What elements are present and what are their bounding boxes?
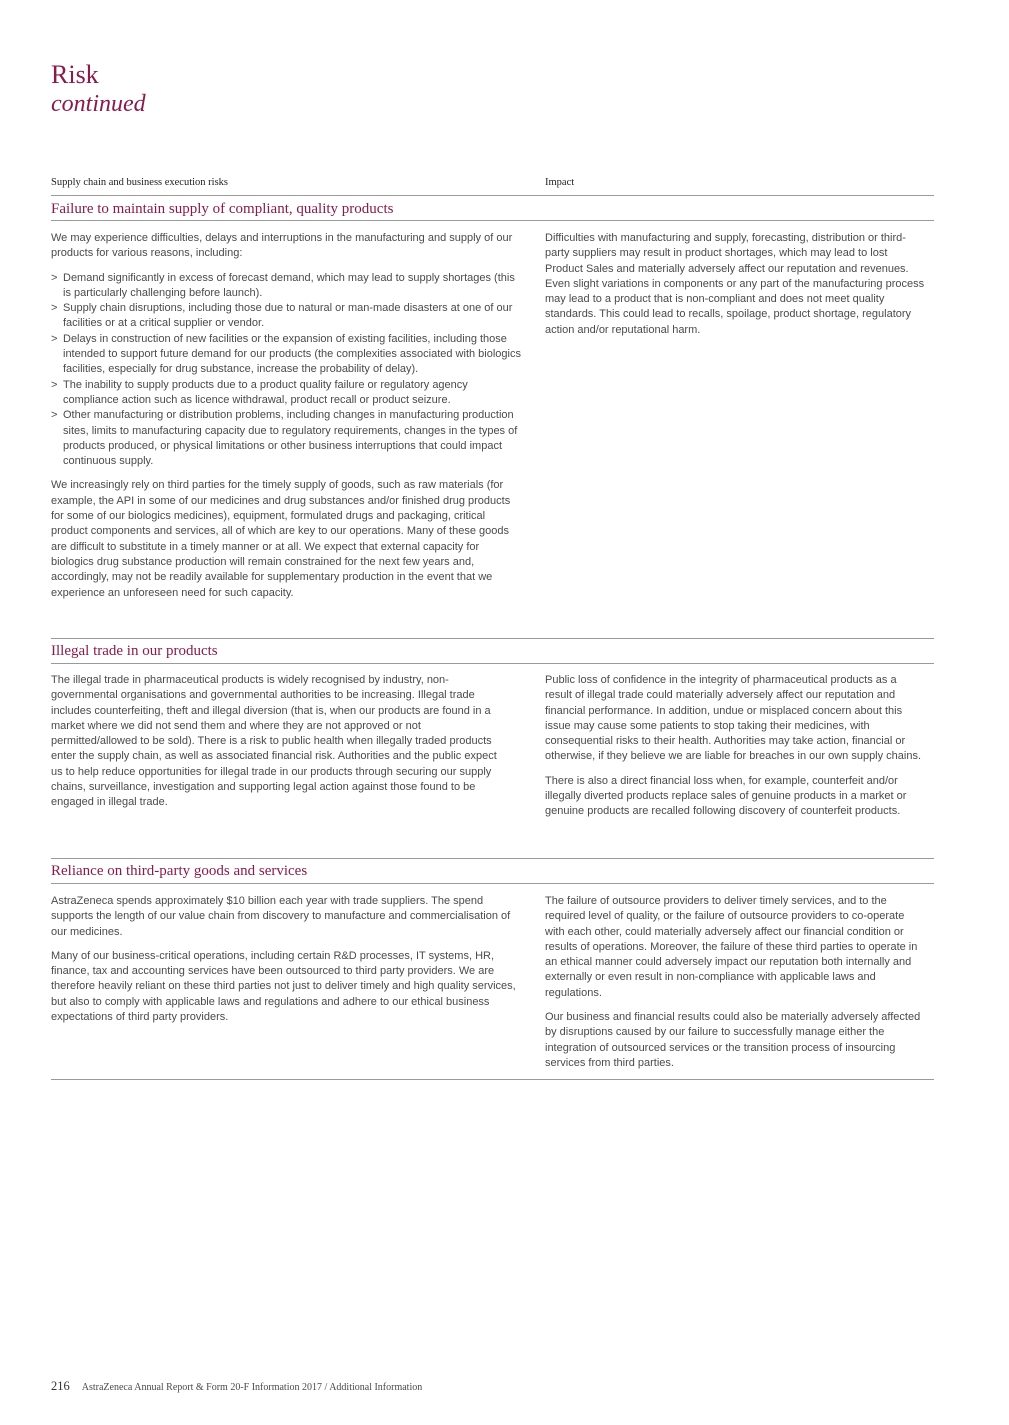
paragraph: We may experience difficulties, delays and interruptions in the manufacturing and supply of our products for various reasons, including: (51, 232, 513, 260)
paragraph: The failure of outsource providers to deliver timely services, and to the required level of quality, or the failure of outsource providers to co-operate with each other, could materially adversely affect our financial condition or results of operations. Moreover, the failure of these third parties to operate in an ethical manner could adversely impact our reputation both internally and externally or even result in non-compliance with applicable laws and regulations. (545, 895, 918, 999)
paragraph: There is also a direct financial loss when, for example, counterfeit and/or illegally diverted products replace sales of genuine products in a market or genuine products are recalled following discovery of counterfeit products. (545, 774, 907, 818)
column-header-risks: Supply chain and business execution risks (51, 177, 229, 188)
column-header-impact: Impact (545, 177, 575, 188)
list-item: > Demand significantly in excess of forecast demand, which may lead to supply shortages (this is particularly challenging before launch). (51, 271, 521, 302)
paragraph: We increasingly rely on third parties for the timely supply of goods, such as raw materials (for example, the API in some of our medicines and drug substances and/or finished drug products for some of our biologics medicines), equipment, formulated drugs and packaging, critical product components and services, all of which are key to our operations. Many of these goods are difficult to substitute in a timely manner or at all. We expect that external capacity for biologics drug substance production will remain constrained for the next few years and, accordingly, may not be readily available for supplementary production in the event that we experience an unforeseen need for such capacity. (51, 479, 511, 599)
list-item: > Other manufacturing or distribution problems, including changes in manufacturing production sites, limits to manufacturing capacity due to regulatory requirements, changes in the types of products produced, or physical limitations or other business interruptions that could impact continuous supply. (51, 408, 521, 469)
paragraph: Public loss of confidence in the integrity of pharmaceutical products as a result of illegal trade could materially adversely affect our reputation and financial performance. In addition, undue or misplaced concern about this issue may cause some patients to stop taking their medicines, with consequential risks to their health. Authorities may take action, financial or otherwise, if they believe we are liable for breaches in our own supply chains. (545, 674, 922, 763)
section-third-party-risk (51, 894, 521, 1034)
paragraph: AstraZeneca spends approximately $10 billion each year with trade suppliers. The spend supports the length of our value chain from discovery to manufacture and commercialisation of our medicines. (51, 895, 511, 938)
title-risk: Risk (51, 60, 99, 89)
list-item: > The inability to supply products due to a product quality failure or regulatory agency compliance action such as licence withdrawal, product recall or product seizure. (51, 378, 521, 409)
page-title (51, 60, 146, 118)
section-illegal-trade-impact (545, 673, 925, 829)
divider (51, 663, 934, 664)
section-title-illegal-trade: Illegal trade in our products (51, 643, 218, 659)
paragraph: Difficulties with manufacturing and supply, forecasting, distribution or third-party suppliers may result in product shortages, which may lead to lost Product Sales and materially adversely affect our reputation and revenues. Even slight variations in components or any part of the manufacturing process may lead to a product that is non-compliant and does not meet quality standards. This could lead to recalls, spoilage, product shortage, regulatory action and/or reputational harm. (545, 232, 925, 336)
section-third-party-impact (545, 894, 925, 1080)
section-illegal-trade-risk (51, 673, 506, 820)
paragraph: The illegal trade in pharmaceutical products is widely recognised by industry, non-governmental organisations and governmental authorities to be increasing. Illegal trade includes counterfeiting, theft and illegal diversion (that is, when our products are found in a market where we did not send them and where they are not approved or not permitted/allowed to be sold). There is a risk to public health when illegally traded products enter the supply chain, as well as associated financial risk. Authorities and the public expect us to help reduce opportunities for illegal trade in our products through securing our supply chains, surveillance, investigation and supporting legal action against those found to be engaged in illegal trade. (51, 674, 497, 809)
paragraph: Our business and financial results could also be materially adversely affected by disruptions caused by our failure to successfully manage either the integration of outsourced services or the transition process of insourcing services from third parties. (545, 1011, 921, 1069)
section-supply-impact (545, 231, 925, 347)
divider (51, 220, 934, 221)
list-item: > Delays in construction of new facilities or the expansion of existing facilities, including those intended to support future demand for our products (the complexities associated with biologics facilities, especially for drug substance, increase the probability of delay). (51, 332, 521, 378)
page-number: 216 (51, 1379, 70, 1393)
divider (51, 1079, 934, 1080)
divider (51, 883, 934, 884)
list-item: > Supply chain disruptions, including those due to natural or man-made disasters at one of our facilities or at a critical supplier or vendor. (51, 301, 521, 332)
bullet-list (51, 271, 521, 470)
footer (51, 1379, 422, 1394)
section-title-supply: Failure to maintain supply of compliant, quality products (51, 201, 394, 217)
paragraph: Many of our business-critical operations, including certain R&D processes, IT systems, HR, finance, tax and accounting services have been outsourced to third party providers. We are therefore heavily reliant on these third parties not just to deliver timely and high quality services, but also to comply with applicable laws and regulations and adhere to our ethical business expectations of third party providers. (51, 949, 516, 1024)
title-continued: continued (51, 91, 146, 117)
footer-text: AstraZeneca Annual Report & Form 20-F Information 2017 / Additional Information (81, 1382, 423, 1393)
divider (51, 638, 934, 639)
section-supply-risk (51, 231, 521, 610)
section-title-third-party: Reliance on third-party goods and services (51, 863, 308, 879)
divider (51, 195, 934, 196)
divider (51, 858, 934, 859)
